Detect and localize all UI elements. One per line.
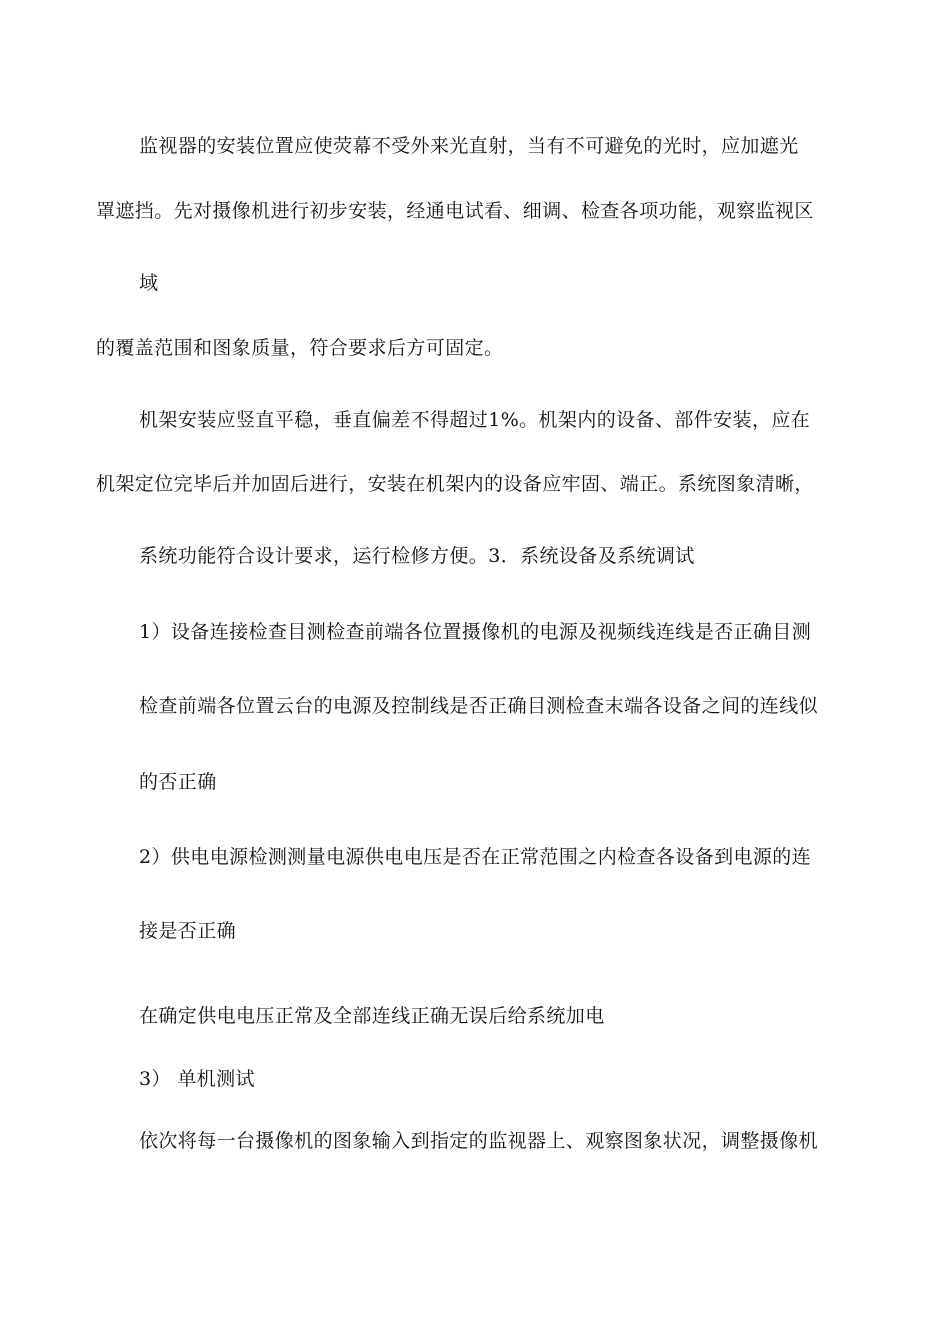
text-line-2: 罩遮挡。先对摄像机进行初步安装，经通电试看、细调、检查各项功能，观察监视区: [96, 200, 814, 222]
text-line-9: 检查前端各位置云台的电源及控制线是否正确目测检查末端各设备之间的连线似: [139, 695, 819, 717]
text-line-11: 2）供电电源检测测量电源供电电压是否在正常范围之内检查各设备到电源的连: [139, 846, 812, 868]
text-line-14: 3） 单机测试: [139, 1068, 255, 1090]
text-line-7: 系统功能符合设计要求，运行检修方便。3．系统设备及系统调试: [139, 545, 695, 567]
text-line-5: 机架安装应竖直平稳，垂直偏差不得超过1%。机架内的设备、部件安装，应在: [139, 409, 811, 431]
text-line-15: 依次将每一台摄像机的图象输入到指定的监视器上、观察图象状况，调整摄像机: [139, 1130, 819, 1152]
text-line-8: 1）设备连接检查目测检查前端各位置摄像机的电源及视频线连线是否正确目测: [139, 621, 812, 643]
text-line-6: 机架定位完毕后并加固后进行，安装在机架内的设备应牢固、端正。系统图象清晰，: [96, 473, 814, 495]
text-line-10: 的否正确: [139, 771, 217, 793]
text-line-3: 域: [139, 272, 159, 294]
text-line-13: 在确定供电电压正常及全部连线正确无误后给系统加电: [139, 1005, 605, 1027]
text-line-12: 接是否正确: [139, 920, 237, 942]
text-line-4: 的覆盖范围和图象质量，符合要求后方可固定。: [96, 337, 504, 359]
text-line-1: 监视器的安装位置应使荧幕不受外来光直射，当有不可避免的光时，应加遮光: [139, 135, 799, 157]
